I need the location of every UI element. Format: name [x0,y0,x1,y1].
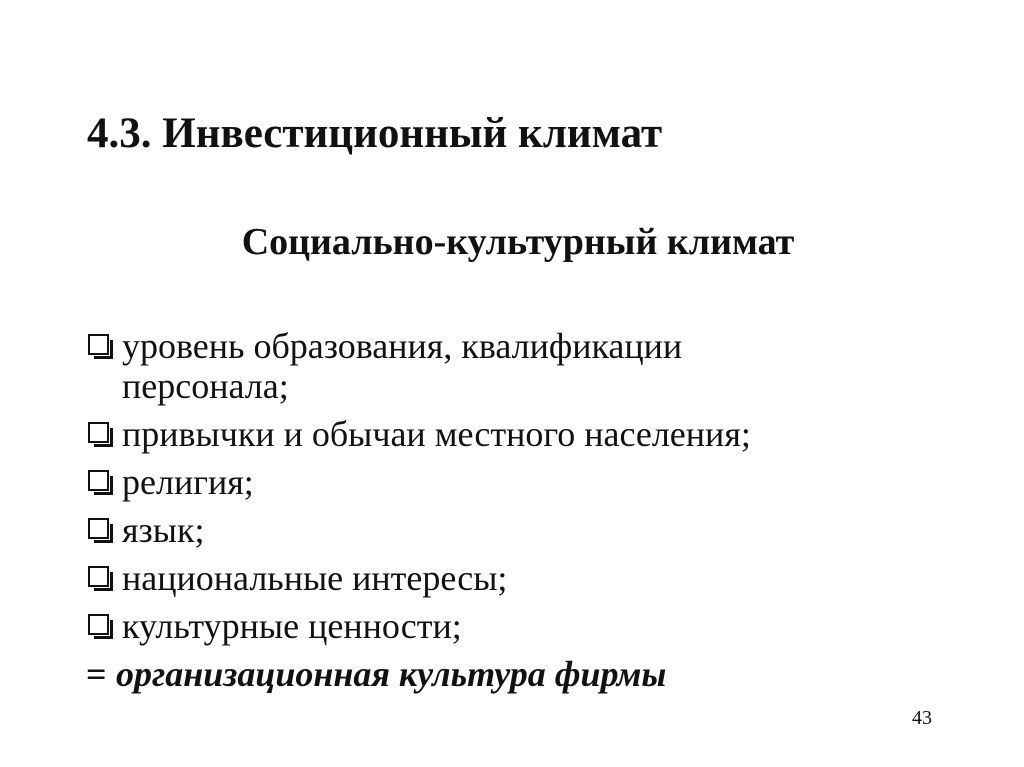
checkbox-square-icon [86,462,122,502]
list-item-text: религия; [122,462,254,502]
list-item [86,326,966,406]
list-item [86,558,966,598]
checkbox-square-icon [86,326,122,366]
checkbox-square-icon [86,414,122,454]
list-item [86,606,966,646]
checkbox-square-icon [86,558,122,598]
list-item [86,414,966,454]
list-item-text: национальные интересы; [122,558,508,598]
checkbox-square-icon [86,510,122,550]
list-item [86,462,966,502]
conclusion-line [86,654,966,694]
conclusion-text: организационная культура фирмы [116,654,667,694]
list-item-text: язык; [122,510,205,550]
equals-sign: = [86,654,107,694]
list-item-text: привычки и обычаи местного населения; [122,414,751,454]
slide-subtitle: Социально-культурный климат [241,221,795,263]
slide-title: 4.3. Инвестиционный климат [87,110,663,157]
list-item-text: культурные ценности; [122,606,462,646]
list-item [86,510,966,550]
checkbox-square-icon [86,606,122,646]
page-number: 43 [912,707,932,729]
bullet-list [86,326,966,694]
list-item-text: уровень образования, квалификации персонала; [122,326,683,406]
